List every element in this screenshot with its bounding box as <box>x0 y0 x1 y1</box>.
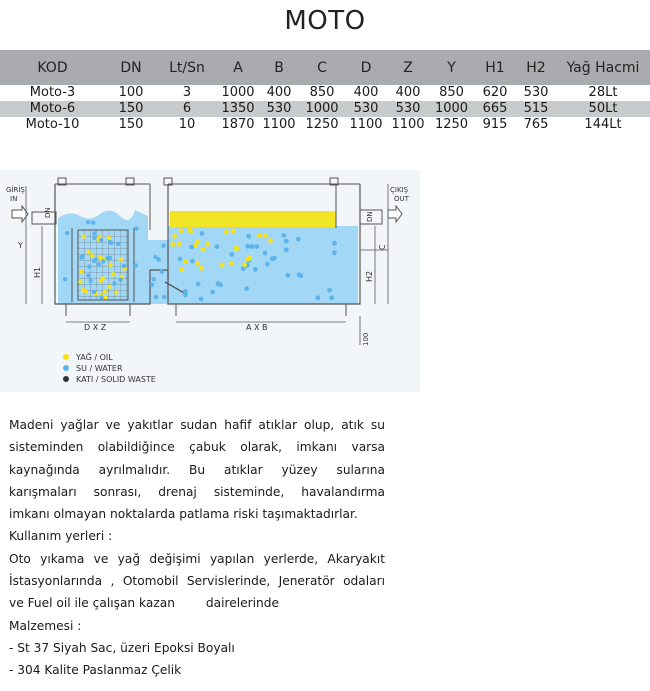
water-particle <box>316 295 321 300</box>
water-particle <box>216 281 221 286</box>
oil-particle <box>111 272 115 276</box>
water-particle <box>134 263 138 267</box>
water-particle <box>229 252 234 257</box>
water-particle <box>329 296 334 301</box>
table-cell: 150 <box>105 117 157 133</box>
table-cell: 6 <box>157 101 217 117</box>
water-particle <box>99 295 103 299</box>
dim-base: 100 <box>362 332 370 346</box>
water-particle <box>86 273 90 277</box>
table-cell: 10 <box>157 117 217 133</box>
col-header-c: C <box>299 50 345 85</box>
water-particle <box>284 247 289 252</box>
dim-c: C <box>378 244 387 250</box>
oil-particle <box>257 233 262 238</box>
water-particle <box>109 241 113 245</box>
intro-line: kaynağında ayrılmalıdır. Bu atıklar yüzey sularına <box>9 462 385 477</box>
oil-particle <box>199 266 204 271</box>
oil-particle <box>177 242 182 247</box>
table-cell: Moto-10 <box>0 117 105 133</box>
water-particle <box>92 236 96 240</box>
table-cell: 850 <box>429 85 474 101</box>
water-particle <box>297 272 302 277</box>
oil-particle <box>86 250 90 254</box>
oil-particle <box>183 259 188 264</box>
col-header-flow: Lt/Sn <box>157 50 217 85</box>
table-cell: 850 <box>299 85 345 101</box>
page-title: MOTO <box>284 6 366 36</box>
oil-particle <box>229 261 234 266</box>
oil-particle <box>119 257 123 261</box>
table-cell: 530 <box>345 101 387 117</box>
col-header-a: A <box>217 50 259 85</box>
table-cell: 620 <box>474 85 516 101</box>
table-cell: 1100 <box>345 117 387 133</box>
table-cell: 1350 <box>217 101 259 117</box>
col-header-h1: H1 <box>474 50 516 85</box>
table-cell: 3 <box>157 85 217 101</box>
water-particle <box>178 257 183 262</box>
oil-particle <box>200 247 205 252</box>
water-particle <box>245 244 250 249</box>
table-cell: 400 <box>345 85 387 101</box>
water-particle <box>244 286 249 291</box>
water-particle <box>161 243 165 247</box>
water-particle <box>285 273 290 278</box>
water-particle <box>296 237 301 242</box>
usage-line: İstasyonlarında , Otomobil Servislerinde, Jeneratör odaları <box>9 574 385 589</box>
oil-particle <box>234 246 239 251</box>
table-cell: 1000 <box>299 101 345 117</box>
oil-particle <box>170 242 175 247</box>
oil-particle <box>78 280 82 284</box>
water-particle <box>87 265 91 269</box>
water-particle <box>183 292 188 297</box>
oil-particle <box>82 234 86 238</box>
water-particle <box>272 256 277 261</box>
dim-y: Y <box>18 241 23 250</box>
table-row <box>0 117 650 133</box>
oil-layer <box>170 211 336 227</box>
oil-particle <box>101 276 105 280</box>
table-cell: 1000 <box>217 85 259 101</box>
table-cell: 915 <box>474 117 516 133</box>
col-header-kod: KOD <box>0 50 105 85</box>
table-cell: Moto-3 <box>0 85 105 101</box>
oil-particle <box>79 269 83 273</box>
water-particle <box>92 259 96 263</box>
table-cell: 1100 <box>387 117 429 133</box>
usage-line: ve Fuel oil ile çalışan kazan dairelerinde <box>9 596 279 611</box>
table-cell: 1250 <box>299 117 345 133</box>
table-cell: 530 <box>387 101 429 117</box>
table-row <box>0 101 650 117</box>
water-particle <box>152 277 156 281</box>
water-particle <box>101 259 105 263</box>
oil-particle <box>188 228 193 233</box>
water-particle <box>91 220 95 224</box>
oil-particle <box>195 261 200 266</box>
oil-particle <box>83 289 87 293</box>
water-particle <box>254 244 259 249</box>
table-cell: 665 <box>474 101 516 117</box>
water-particle <box>210 290 215 295</box>
col-header-h2: H2 <box>516 50 556 85</box>
dim-h1: H1 <box>33 266 42 278</box>
oil-particle <box>179 228 184 233</box>
water-particle <box>122 264 126 268</box>
intro-line: karışmaları sonrası, drenaj sisteminde, havalandırma <box>9 484 385 499</box>
legend-oil: YAĞ / OIL <box>76 353 113 362</box>
usage-line: Oto yıkama ve yağ değişimi yapılan yerlerde, Akaryakıt <box>9 551 385 566</box>
dim-axb: A X B <box>246 323 268 332</box>
water-particle <box>332 241 337 246</box>
col-header-b: B <box>259 50 299 85</box>
water-particle <box>253 267 258 272</box>
solid-legend-dot <box>63 376 69 382</box>
oil-particle <box>114 290 118 294</box>
legend-solid: KATI / SOLID WASTE <box>76 375 156 384</box>
water-chamber-right <box>168 226 346 304</box>
table-cell: 530 <box>259 101 299 117</box>
water-particle <box>281 233 286 238</box>
water-particle <box>200 231 205 236</box>
water-particle <box>92 290 96 294</box>
oil-particle <box>205 242 210 247</box>
water-particle <box>284 239 289 244</box>
oil-particle <box>108 263 112 267</box>
legend <box>63 351 156 384</box>
description <box>9 414 385 682</box>
water-particle <box>89 279 93 283</box>
oil-particle <box>247 256 252 261</box>
col-header-d: D <box>345 50 387 85</box>
oil-particle <box>179 267 184 272</box>
oil-particle <box>224 230 229 235</box>
oil-particle <box>98 255 102 259</box>
table-cell: 1000 <box>429 101 474 117</box>
water-particle <box>246 234 251 239</box>
water-particle <box>99 238 103 242</box>
intro-line: sisteminden olabildiğince çabuk olarak, imkanı varsa <box>9 440 385 455</box>
table-cell: 100 <box>105 85 157 101</box>
table-cell: 28Lt <box>556 85 650 101</box>
oil-particle <box>103 290 107 294</box>
water-particle <box>79 256 83 260</box>
water-particle <box>116 242 120 246</box>
water-legend-dot <box>63 365 69 371</box>
col-header-y: Y <box>429 50 474 85</box>
dim-dn-left: DN <box>44 207 52 218</box>
spec-table <box>0 50 650 133</box>
oil-particle <box>220 263 225 268</box>
table-cell: Moto-6 <box>0 101 105 117</box>
col-header-z: Z <box>387 50 429 85</box>
dim-dn-right: DN <box>366 211 374 222</box>
table-cell: 1100 <box>259 117 299 133</box>
separator-diagram <box>0 170 420 392</box>
water-particle <box>160 269 164 273</box>
table-cell: 144Lt <box>556 117 650 133</box>
table-cell: 1870 <box>217 117 259 133</box>
water-particle <box>263 251 268 256</box>
water-particle <box>86 220 90 224</box>
dim-h2: H2 <box>365 270 374 282</box>
material-line: - 304 Kalite Paslanmaz Çelik <box>9 663 182 678</box>
table-cell: 150 <box>105 101 157 117</box>
water-particle <box>162 295 166 299</box>
intro-line: imkanı olmayan noktalarda patlama riski taşımaktadırlar. <box>9 507 358 522</box>
outlet-label: ÇIKIŞ OUT <box>390 186 409 203</box>
oil-particle <box>172 234 177 239</box>
oil-particle <box>107 236 111 240</box>
oil-particle <box>231 229 236 234</box>
table-cell: 765 <box>516 117 556 133</box>
water-particle <box>327 288 332 293</box>
oil-particle <box>242 262 247 267</box>
material-heading: Malzemesi : <box>9 618 82 633</box>
col-header-oil-volume: Yağ Hacmi <box>556 50 650 85</box>
oil-particle <box>268 238 273 243</box>
water-particle <box>134 226 138 230</box>
water-particle <box>92 231 96 235</box>
oil-particle <box>195 239 200 244</box>
water-particle <box>153 255 157 259</box>
water-particle <box>97 262 101 266</box>
water-particle <box>65 231 69 235</box>
table-cell: 400 <box>387 85 429 101</box>
table-cell: 400 <box>259 85 299 101</box>
outlet-arrow-icon <box>388 206 402 222</box>
water-particle <box>215 244 220 249</box>
water-particle <box>150 283 154 287</box>
water-particle <box>112 281 116 285</box>
water-particle <box>118 277 122 281</box>
water-particle <box>196 282 201 287</box>
table-cell: 50Lt <box>556 101 650 117</box>
table-cell: 515 <box>516 101 556 117</box>
water-particle <box>199 297 204 302</box>
table-header-row <box>0 50 650 85</box>
col-header-dn: DN <box>105 50 157 85</box>
water-particle <box>190 259 195 264</box>
dim-dxz: D X Z <box>84 323 107 332</box>
table-cell: 530 <box>516 85 556 101</box>
intro-line: Madeni yağlar ve yakıtlar sudan hafif atıklar olup, atık su <box>9 418 385 432</box>
water-particle <box>63 277 67 281</box>
table-row <box>0 85 650 101</box>
usage-heading: Kullanım yerleri : <box>9 529 113 544</box>
legend-water: SU / WATER <box>76 364 123 373</box>
water-particle <box>105 256 109 260</box>
oil-legend-dot <box>63 354 69 360</box>
material-line: - St 37 Siyah Sac, üzeri Epoksi Boyalı <box>9 640 235 655</box>
water-particle <box>332 250 337 255</box>
table-cell: 1250 <box>429 117 474 133</box>
oil-particle <box>262 233 267 238</box>
oil-particle <box>90 254 94 258</box>
water-particle <box>154 295 158 299</box>
oil-particle <box>107 285 111 289</box>
water-particle <box>265 262 270 267</box>
inlet-label: GİRİŞ IN <box>6 186 25 203</box>
water-particle <box>250 244 255 249</box>
